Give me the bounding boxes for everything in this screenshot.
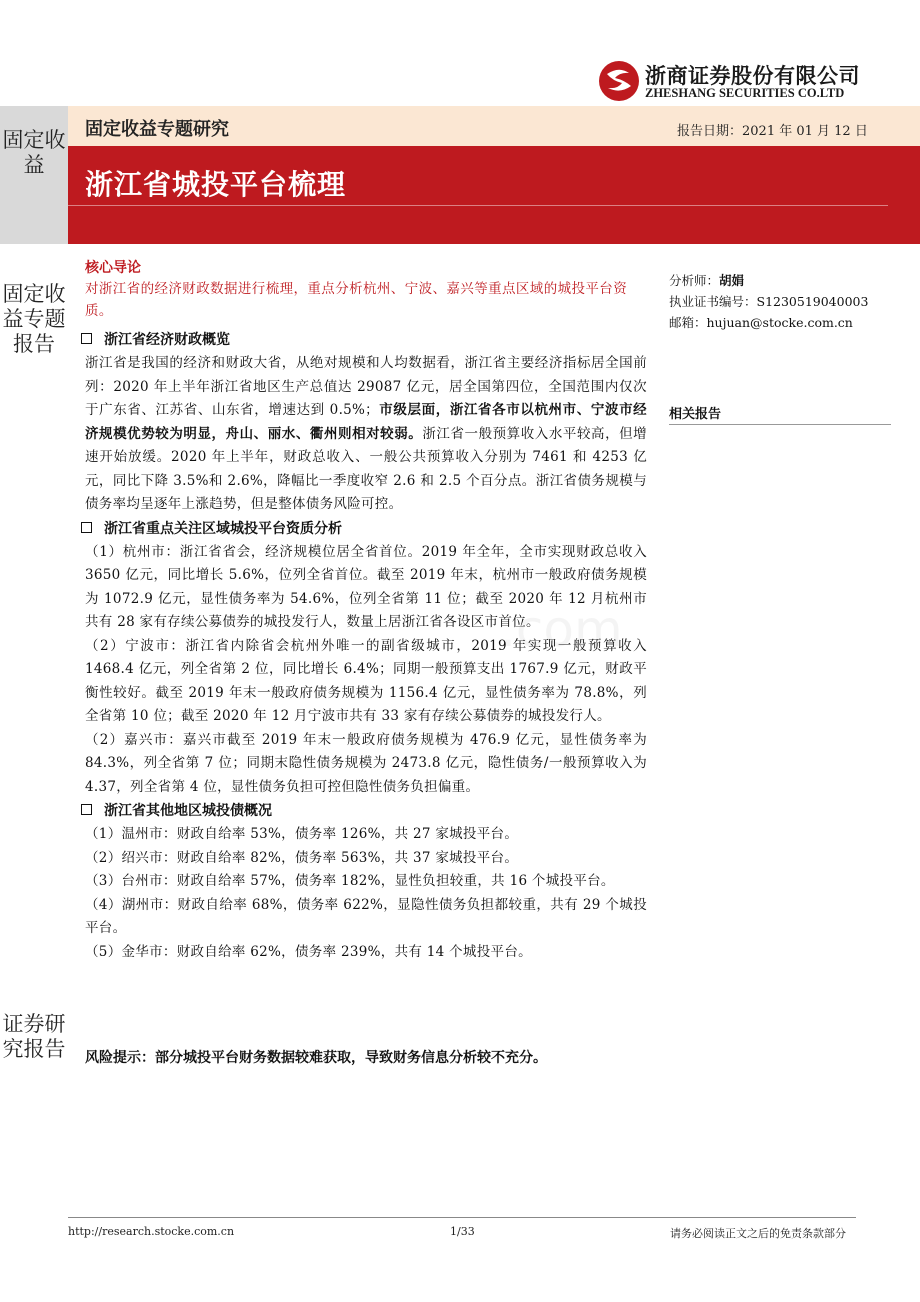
footer-url[interactable]: http://research.stocke.com.cn	[68, 1225, 235, 1238]
report-type: 固定收益专题研究	[85, 119, 229, 140]
list-item: （3）台州市：财政自给率 57%，债务率 182%，显性负担较重，共 16 个城投平台。	[85, 873, 615, 889]
analyst-cert: 执业证书编号：S1230519040003	[669, 294, 869, 309]
main-content	[85, 258, 647, 964]
core-heading: 核心导论	[85, 260, 141, 276]
section-heading: 浙江省重点关注区域城投平台资质分析	[81, 517, 647, 541]
paragraph: （2）嘉兴市：嘉兴市截至 2019 年末一般政府债务规模为 476.9 亿元，显性债务率为 84.3%，列全省第 7 位；同期末隐性债务规模为 2473.8 亿元，隐性债务/一般预算收入为 4.37，列全省第 4 位，显性债务负担可控但隐性债务负担偏重。	[85, 731, 647, 795]
report-date: 报告日期：2021 年 01 月 12 日	[677, 124, 868, 139]
title-divider	[68, 205, 888, 206]
side-top-label: 固定收益	[2, 128, 66, 177]
company-name-cn: 浙商证券股份有限公司	[645, 64, 860, 88]
analyst-info	[669, 270, 868, 333]
page-title: 浙江省城投平台梳理	[85, 168, 347, 201]
paragraph: （2）宁波市：浙江省内除省会杭州外唯一的副省级城市，2019 年实现一般预算收入 1468.4 亿元，列全省第 2 位，同比增长 6.4%；同期一般预算支出 1767.9 亿元，财政平衡性较好。截至 2019 年末一般政府债务规模为 1156.4 亿元，显性债务率为 78.8%，列全省第 10 位；截至 2020 年 12 月宁波市共有 33 家有存续公募债券的城投发行人。	[85, 637, 647, 724]
side-tab	[0, 106, 68, 244]
list-item: （1）温州市：财政自给率 53%，债务率 126%，共 27 家城投平台。	[85, 826, 519, 842]
zheshang-logo-icon	[598, 60, 640, 102]
paragraph: （1）杭州市：浙江省省会，经济规模位居全省首位。2019 年全年，全市实现财政总收入 3650 亿元，同比增长 5.6%，位列全省首位。截至 2019 年末，杭州市一般政府债务规模为 1072.9 亿元，显性债务率为 54.6%，位列全省第 11 位；截至 2020 年 12 月杭州市共有 28 家有存续公募债券的城投发行人，数量上居浙江省各设区市首位。	[85, 543, 647, 630]
side-bottom-label: 证券研究报告	[2, 1012, 66, 1061]
company-name-en: ZHESHANG SECURITIES CO.LTD	[645, 86, 845, 100]
paragraph: 浙江省是我国的经济和财政大省，从绝对规模和人均数据看，浙江省主要经济指标居全国前列：2020 年上半年浙江省地区生产总值达 29087 亿元，居全国第四位，全国范围内仅次于广东省、江苏省、山东省，增速达到 0.5%；市级层面，浙江省各市以杭州市、宁波市经济规模优势较为明显，舟山、丽水、衢州则相对较弱。浙江省一般预算收入水平较高，但增速开始放缓。2020 年上半年，财政总收入、一般公共预算收入分别为 7461 和 4253 亿元，同比下降 3.5%和 2.6%，降幅比一季度收窄 2.6 和 2.5 个百分点。浙江省债务规模与债务率均呈逐年上涨趋势，但是整体债务风险可控。	[85, 355, 647, 512]
side-mid-label: 固定收益专题报告	[2, 282, 66, 356]
checkbox-bullet-icon	[81, 333, 92, 344]
checkbox-bullet-icon	[81, 522, 92, 533]
footer-disclaimer: 请务必阅读正文之后的免责条款部分	[670, 1227, 846, 1240]
related-reports-title: 相关报告	[669, 407, 722, 422]
page-number: 1/33	[450, 1225, 475, 1238]
list-item: （2）绍兴市：财政自给率 82%，债务率 563%，共 37 家城投平台。	[85, 849, 519, 866]
section-heading: 浙江省其他地区城投债概况	[81, 799, 647, 823]
list-item: （4）湖州市：财政自给率 68%，债务率 622%，显隐性债务负担都较重，共有 29 个城投平台。	[85, 896, 647, 936]
risk-warning: 风险提示：部分城投平台财务数据较难获取，导致财务信息分析较不充分。	[85, 1050, 547, 1066]
section-heading: 浙江省经济财政概览	[81, 328, 647, 352]
checkbox-bullet-icon	[81, 804, 92, 815]
analyst-email[interactable]: 邮箱：hujuan@stocke.com.cn	[669, 315, 853, 330]
related-divider	[669, 424, 891, 425]
core-lead-text: 对浙江省的经济财政数据进行梳理，重点分析杭州、宁波、嘉兴等重点区域的城投平台资质。	[85, 281, 628, 319]
analyst-name: 分析师：胡娟	[669, 273, 745, 288]
footer-divider	[68, 1217, 856, 1218]
list-item: （5）金华市：财政自给率 62%，债务率 239%，共有 14 个城投平台。	[85, 943, 532, 960]
